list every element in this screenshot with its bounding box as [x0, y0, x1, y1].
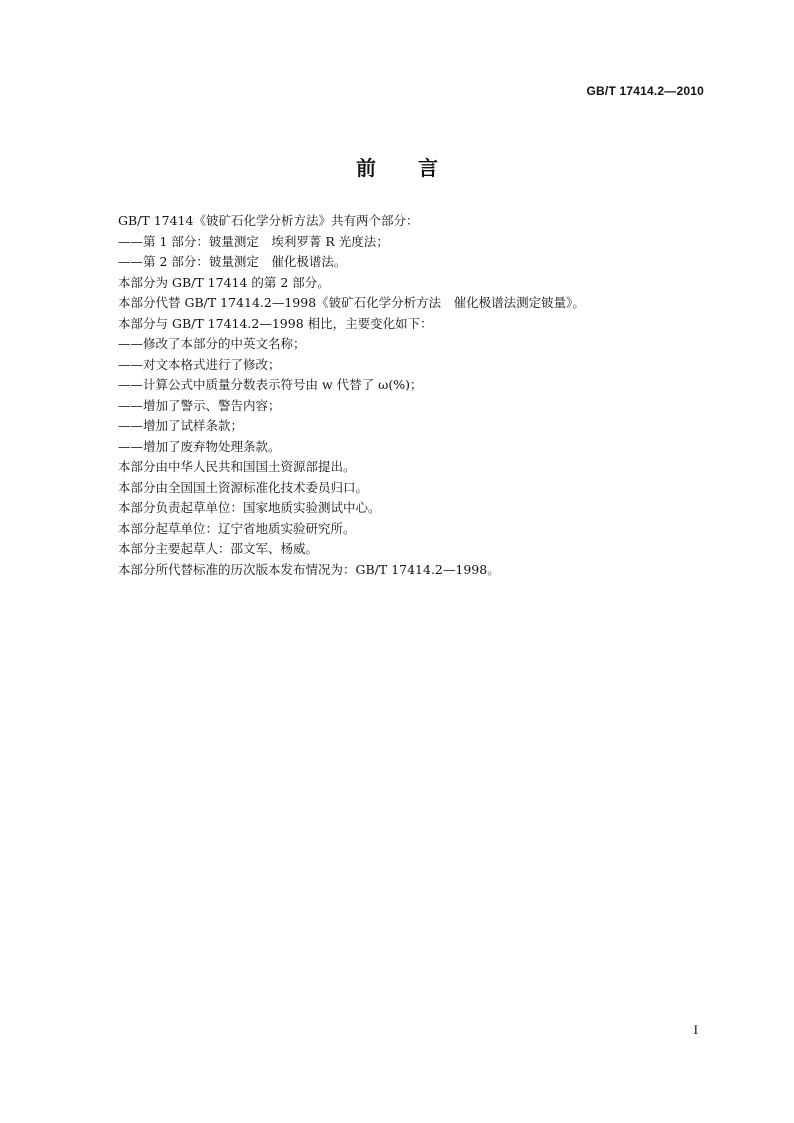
- standard-number: GB/T 17414.2—2010: [586, 84, 704, 98]
- paragraph: 本部分由中华人民共和国国土资源部提出。: [118, 459, 356, 474]
- paragraph: 本部分所代替标准的历次版本发布情况为：GB/T 17414.2—1998。: [118, 561, 500, 577]
- page-title: 前言: [356, 156, 480, 180]
- page-number: I: [693, 1022, 698, 1037]
- paragraph: 本部分为 GB/T 17414 的第 2 部分。: [118, 274, 330, 290]
- paragraph: 本部分主要起草人：邵文军、杨威。: [118, 541, 319, 556]
- paragraph: 本部分由全国国土资源标准化技术委员归口。: [118, 479, 369, 495]
- paragraph: GB/T 17414《铍矿石化学分析方法》共有两个部分：: [118, 213, 419, 228]
- list-item: ——第 1 部分：铍量测定 埃利罗菁 R 光度法；: [118, 233, 389, 249]
- list-item: ——增加了试样条款；: [118, 418, 244, 433]
- list-item: ——修改了本部分的中英文名称；: [118, 336, 306, 351]
- list-item: ——对文本格式进行了修改；: [118, 356, 281, 372]
- list-item: ——增加了废弃物处理条款。: [118, 438, 281, 454]
- paragraph: 本部分代替 GB/T 17414.2—1998《铍矿石化学分析方法 催化极谱法测定铍量》。: [118, 295, 585, 310]
- list-item: ——第 2 部分：铍量测定 催化极谱法。: [118, 254, 347, 269]
- paragraph: 本部分起草单位：辽宁省地质实验研究所。: [118, 520, 356, 536]
- paragraph: 本部分与 GB/T 17414.2—1998 相比，主要变化如下：: [118, 315, 433, 331]
- foreword-body: [118, 211, 718, 580]
- list-item: ——增加了警示、警告内容；: [118, 397, 281, 413]
- list-item: ——计算公式中质量分数表示符号由 w 代替了 ω(%)；: [118, 377, 423, 392]
- paragraph: 本部分负责起草单位：国家地质实验测试中心。: [118, 500, 381, 515]
